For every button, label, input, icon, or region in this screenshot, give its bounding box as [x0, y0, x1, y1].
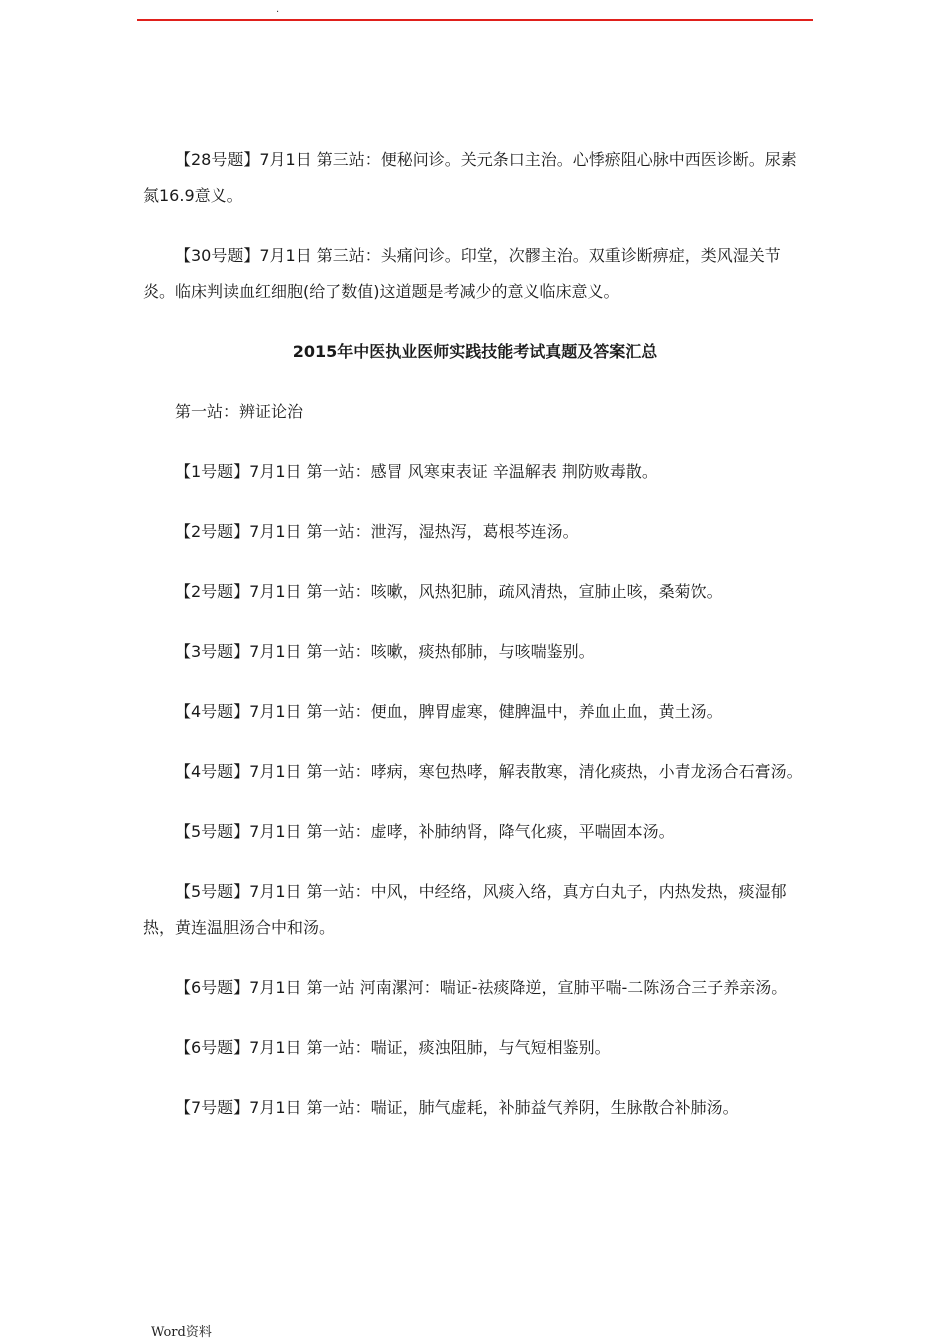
paragraph-q30: 【30号题】7月1日 第三站：头痛问诊。印堂，次髎主治。双重诊断痹症，类风湿关节炎。临床判读血红细胞(给了数值)这道题是考减少的意义临床意义。: [143, 246, 781, 301]
section-heading: 2015年中医执业医师实践技能考试真题及答案汇总: [292, 342, 658, 361]
list-item: 【6号题】7月1日 第一站：喘证，痰浊阻肺，与气短相鉴别。: [175, 1038, 611, 1057]
header-mark: .: [276, 4, 280, 15]
paragraph-q28: 【28号题】7月1日 第三站：便秘问诊。关元条口主治。心悸瘀阻心脉中西医诊断。尿素氮16.9意义。: [143, 150, 797, 205]
header-rule: [137, 19, 813, 21]
list-item: 【7号题】7月1日 第一站：喘证，肺气虚耗，补肺益气养阴，生脉散合补肺汤。: [175, 1098, 739, 1117]
document-body: [143, 142, 807, 1150]
list-item: 【5号题】7月1日 第一站：中风，中经络，风痰入络，真方白丸子，内热发热，痰湿郁热，黄连温胆汤合中和汤。: [143, 882, 787, 937]
list-item: 【3号题】7月1日 第一站：咳嗽，痰热郁肺，与咳喘鉴别。: [175, 642, 595, 661]
list-item: 【2号题】7月1日 第一站：咳嗽，风热犯肺，疏风清热，宣肺止咳，桑菊饮。: [175, 582, 723, 601]
list-item: 【5号题】7月1日 第一站：虚哮，补肺纳肾，降气化痰，平喘固本汤。: [175, 822, 675, 841]
list-item: 【4号题】7月1日 第一站：便血，脾胃虚寒，健脾温中，养血止血，黄土汤。: [175, 702, 723, 721]
list-item: 【2号题】7月1日 第一站：泄泻，湿热泻，葛根芩连汤。: [175, 522, 579, 541]
station-label: 第一站：辨证论治: [175, 402, 304, 421]
list-item: 【6号题】7月1日 第一站 河南漯河：喘证-祛痰降逆，宣肺平喘-二陈汤合三子养亲汤。: [175, 978, 788, 997]
list-item: 【4号题】7月1日 第一站：哮病，寒包热哮，解表散寒，清化痰热，小青龙汤合石膏汤。: [175, 762, 803, 781]
list-item: 【1号题】7月1日 第一站：感冒 风寒束表证 辛温解表 荆防败毒散。: [175, 462, 658, 481]
footer-label: Word资料: [151, 1325, 212, 1340]
